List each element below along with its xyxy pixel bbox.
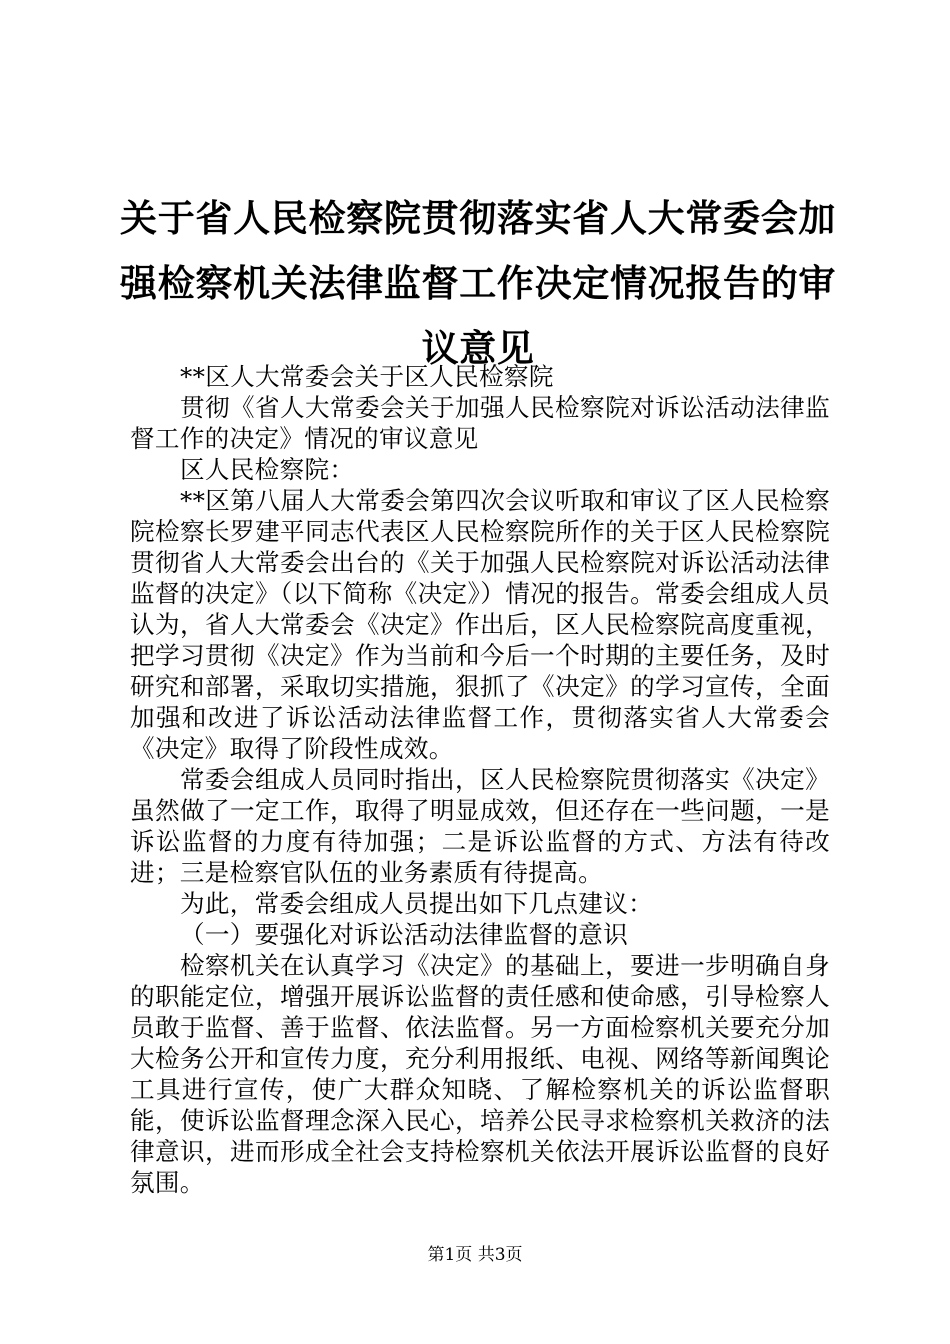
- paragraph-meeting-summary: **区第八届人大常委会第四次会议听取和审议了区人民检察院检察长罗建平同志代表区人民检察院所作的关于区人民检察院贯彻省人大常委会出台的《关于加强人民检察院对诉讼活动法律监督的决定》（以下简称《决定》）情况的报告。常委会组成人员认为，省人大常委会《决定》作出后，区人民检察院高度重视，把学习贯彻《决定》作为当前和今后一个时期的主要任务，及时研究和部署，采取切实措施，狠抓了《决定》的学习宣传，全面加强和改进了诉讼活动法律监督工作，贯彻落实省人大常委会《决定》取得了阶段性成效。: [130, 486, 830, 763]
- paragraph-section-heading: （一）要强化对诉讼活动法律监督的意识: [180, 920, 629, 949]
- paragraph-heading-line: **区人大常委会关于区人民检察院: [180, 362, 554, 391]
- paragraph-subject: 贯彻《省人大常委会关于加强人民检察院对诉讼活动法律监督工作的决定》情况的审议意见: [130, 393, 830, 453]
- document-title: 关于省人民检察院贯彻落实省人大常委会加强检察机关法律监督工作决定情况报告的审议意见: [120, 197, 836, 370]
- paragraph-suggestions-intro: 为此，常委会组成人员提出如下几点建议：: [180, 889, 653, 918]
- paragraph-section-body: 检察机关在认真学习《决定》的基础上，要进一步明确自身的职能定位，增强开展诉讼监督的责任感和使命感，引导检察人员敢于监督、善于监督、依法监督。另一方面检察机关要充分加大检务公开和宣传力度，充分利用报纸、电视、网络等新闻舆论工具进行宣传，使广大群众知晓、了解检察机关的诉讼监督职能，使诉讼监督理念深入民心，培养公民寻求检察机关救济的法律意识，进而形成全社会支持检察机关依法开展诉讼监督的良好氛围。: [130, 951, 830, 1197]
- page-number-footer: 第1页 共3页: [427, 1245, 523, 1265]
- paragraph-addressee: 区人民检察院：: [180, 455, 355, 484]
- document-body: [130, 361, 830, 1198]
- paragraph-problems: 常委会组成人员同时指出，区人民检察院贯彻落实《决定》虽然做了一定工作，取得了明显成效，但还存在一些问题，一是诉讼监督的力度有待加强；二是诉讼监督的方式、方法有待改进；三是检察官队伍的业务素质有待提高。: [130, 765, 830, 887]
